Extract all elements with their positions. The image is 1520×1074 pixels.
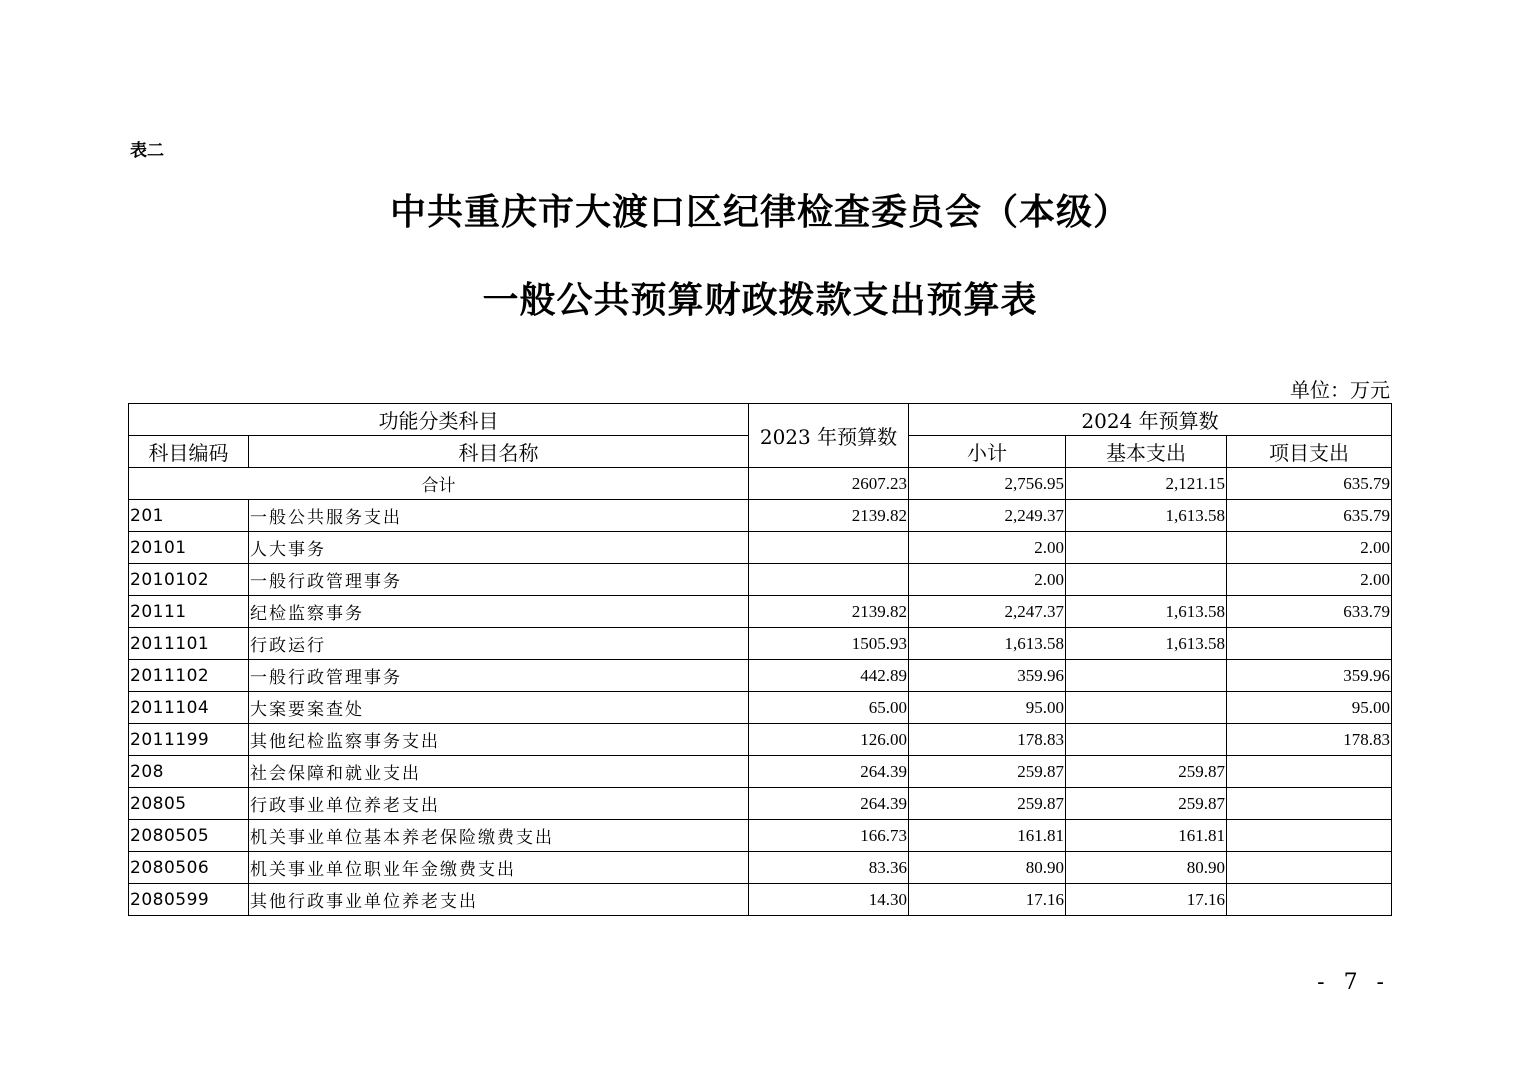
row-subtotal: 95.00 (909, 692, 1066, 724)
row-subtotal: 2.00 (909, 564, 1066, 596)
row-basic (1066, 692, 1227, 724)
row-code: 2010102 (129, 564, 249, 596)
row-subtotal: 259.87 (909, 788, 1066, 820)
row-basic: 259.87 (1066, 756, 1227, 788)
table-row (129, 500, 1392, 532)
row-basic: 1,613.58 (1066, 500, 1227, 532)
row-subtotal: 161.81 (909, 820, 1066, 852)
row-basic: 1,613.58 (1066, 628, 1227, 660)
row-project: 635.79 (1227, 500, 1392, 532)
budget-table (128, 403, 1392, 916)
table-row (129, 596, 1392, 628)
row-name: 行政事业单位养老支出 (249, 788, 749, 820)
row-prev-budget: 442.89 (749, 660, 909, 692)
header-curr-budget: 2024 年预算数 (909, 404, 1392, 436)
row-prev-budget: 14.30 (749, 884, 909, 916)
header-subtotal: 小计 (909, 436, 1066, 468)
row-prev-budget: 83.36 (749, 852, 909, 884)
row-prev-budget (749, 532, 909, 564)
table-row (129, 756, 1392, 788)
row-subtotal: 178.83 (909, 724, 1066, 756)
row-subtotal: 2,249.37 (909, 500, 1066, 532)
row-name: 社会保障和就业支出 (249, 756, 749, 788)
row-project (1227, 788, 1392, 820)
row-subtotal: 2,247.37 (909, 596, 1066, 628)
row-name: 人大事务 (249, 532, 749, 564)
row-project: 2.00 (1227, 532, 1392, 564)
unit-label: 单位：万元 (1290, 378, 1390, 402)
row-name: 大案要案查处 (249, 692, 749, 724)
total-basic: 2,121.15 (1066, 468, 1227, 500)
row-code: 2080599 (129, 884, 249, 916)
row-basic: 259.87 (1066, 788, 1227, 820)
row-prev-budget: 264.39 (749, 788, 909, 820)
table-row (129, 628, 1392, 660)
row-project: 359.96 (1227, 660, 1392, 692)
row-subtotal: 17.16 (909, 884, 1066, 916)
row-project: 178.83 (1227, 724, 1392, 756)
total-project: 635.79 (1227, 468, 1392, 500)
row-name: 机关事业单位基本养老保险缴费支出 (249, 820, 749, 852)
row-basic: 17.16 (1066, 884, 1227, 916)
title-line-2: 一般公共预算财政拨款支出预算表 (482, 279, 1038, 321)
table-row (129, 788, 1392, 820)
row-name: 一般行政管理事务 (249, 660, 749, 692)
table-row (129, 532, 1392, 564)
row-prev-budget (749, 564, 909, 596)
row-code: 208 (129, 756, 249, 788)
row-code: 20101 (129, 532, 249, 564)
row-code: 2011104 (129, 692, 249, 724)
total-prev: 2607.23 (749, 468, 909, 500)
row-basic (1066, 660, 1227, 692)
row-basic: 1,613.58 (1066, 596, 1227, 628)
row-project (1227, 820, 1392, 852)
row-prev-budget: 2139.82 (749, 500, 909, 532)
row-name: 其他行政事业单位养老支出 (249, 884, 749, 916)
page-number: - 7 - (1317, 970, 1390, 995)
row-basic: 161.81 (1066, 820, 1227, 852)
row-name: 机关事业单位职业年金缴费支出 (249, 852, 749, 884)
row-subtotal: 1,613.58 (909, 628, 1066, 660)
header-prev-budget: 2023 年预算数 (749, 404, 909, 468)
table-label: 表二 (130, 141, 164, 161)
row-code: 201 (129, 500, 249, 532)
row-subtotal: 2.00 (909, 532, 1066, 564)
row-subtotal: 359.96 (909, 660, 1066, 692)
header-basic: 基本支出 (1066, 436, 1227, 468)
row-code: 2011199 (129, 724, 249, 756)
row-prev-budget: 166.73 (749, 820, 909, 852)
row-name: 纪检监察事务 (249, 596, 749, 628)
header-category: 功能分类科目 (129, 404, 749, 436)
row-basic (1066, 532, 1227, 564)
row-code: 2011101 (129, 628, 249, 660)
row-subtotal: 259.87 (909, 756, 1066, 788)
row-project (1227, 756, 1392, 788)
table-row (129, 820, 1392, 852)
table-row (129, 724, 1392, 756)
row-name: 其他纪检监察事务支出 (249, 724, 749, 756)
row-code: 2011102 (129, 660, 249, 692)
table-row (129, 884, 1392, 916)
row-project: 633.79 (1227, 596, 1392, 628)
row-code: 2080506 (129, 852, 249, 884)
row-prev-budget: 2139.82 (749, 596, 909, 628)
row-basic: 80.90 (1066, 852, 1227, 884)
table-row (129, 852, 1392, 884)
row-name: 一般行政管理事务 (249, 564, 749, 596)
row-code: 20805 (129, 788, 249, 820)
row-project (1227, 628, 1392, 660)
total-row (129, 468, 1392, 500)
total-subtotal: 2,756.95 (909, 468, 1066, 500)
row-project (1227, 884, 1392, 916)
total-label: 合计 (129, 468, 749, 500)
row-prev-budget: 126.00 (749, 724, 909, 756)
row-prev-budget: 1505.93 (749, 628, 909, 660)
table-row (129, 564, 1392, 596)
table-row (129, 692, 1392, 724)
header-name: 科目名称 (249, 436, 749, 468)
row-project: 95.00 (1227, 692, 1392, 724)
header-project: 项目支出 (1227, 436, 1392, 468)
header-code: 科目编码 (129, 436, 249, 468)
row-prev-budget: 65.00 (749, 692, 909, 724)
row-subtotal: 80.90 (909, 852, 1066, 884)
row-code: 2080505 (129, 820, 249, 852)
row-name: 行政运行 (249, 628, 749, 660)
title-line-1: 中共重庆市大渡口区纪律检查委员会（本级） (389, 191, 1130, 233)
table-row (129, 660, 1392, 692)
row-name: 一般公共服务支出 (249, 500, 749, 532)
row-basic (1066, 564, 1227, 596)
row-prev-budget: 264.39 (749, 756, 909, 788)
row-project (1227, 852, 1392, 884)
row-project: 2.00 (1227, 564, 1392, 596)
row-basic (1066, 724, 1227, 756)
row-code: 20111 (129, 596, 249, 628)
